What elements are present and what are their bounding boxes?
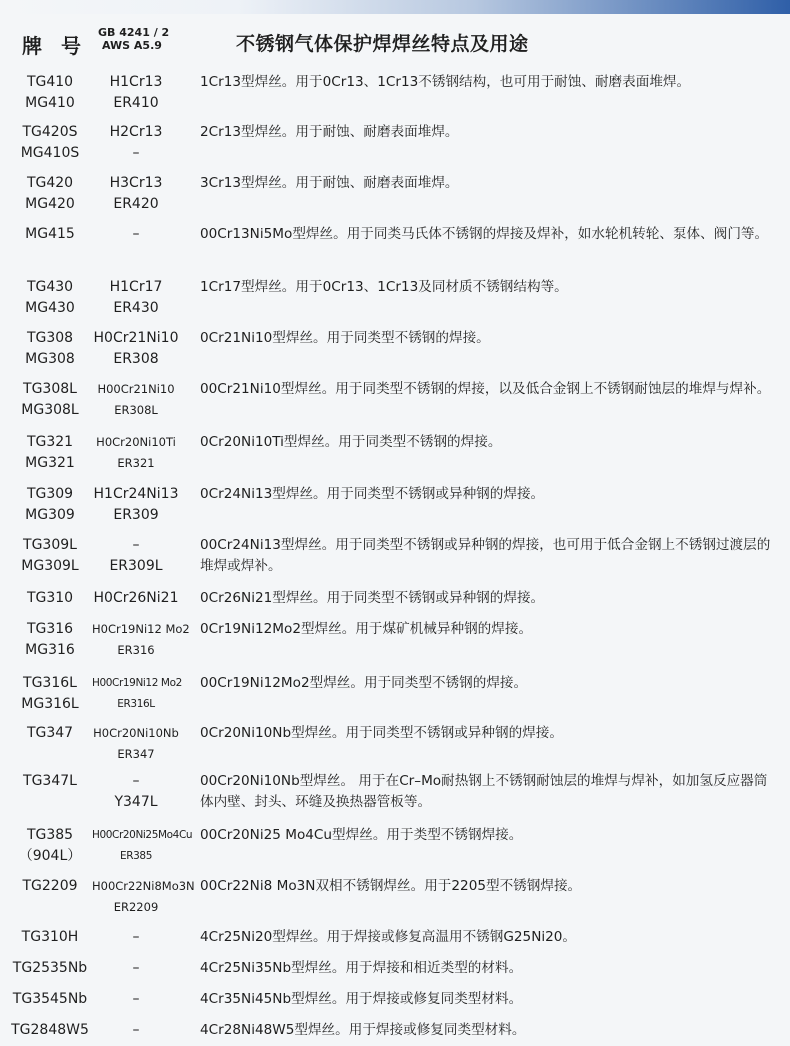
standard-code: H00Cr22Ni8Mo3N — [92, 879, 195, 893]
brand-cell — [8, 1020, 92, 1041]
brand-code: TG321 — [26, 434, 74, 450]
description-cell: 00Cr24Ni13型焊丝。用于同类型不锈钢或异种钢的焊接，也可用于低合金钢上不锈钢过渡层的堆焊或焊补。 — [200, 537, 771, 574]
standard-cell — [92, 432, 180, 474]
standard-code: ER308 — [113, 351, 159, 367]
description-cell: 0Cr26Ni21型焊丝。用于同类型不锈钢或异种钢的焊接。 — [200, 590, 545, 606]
standard-cell — [92, 673, 180, 715]
standard-code: – — [132, 929, 140, 945]
standard-code: H0Cr19Ni12 Mo2 — [92, 622, 190, 636]
standard-code: ER316 — [117, 643, 155, 657]
brand-code: MG420 — [25, 196, 75, 212]
description-cell: 1Cr13型焊丝。用于0Cr13、1Cr13不锈钢结构，也可用于耐蚀、耐磨表面堆焊。 — [200, 74, 691, 90]
brand-cell — [8, 927, 92, 948]
header-brand-label: 牌 号 — [22, 34, 87, 58]
page-title: 不锈钢气体保护焊焊丝特点及用途 — [236, 33, 529, 55]
description-cell: 4Cr35Ni45Nb型焊丝。用于焊接或修复同类型材料。 — [200, 991, 523, 1007]
description-cell: 0Cr19Ni12Mo2型焊丝。用于煤矿机械异种钢的焊接。 — [200, 621, 533, 637]
brand-code: TG420S — [22, 124, 78, 140]
standard-code: H0Cr20Ni10Ti — [96, 435, 176, 449]
standard-cell — [92, 328, 180, 370]
standard-code: ER347 — [117, 747, 155, 761]
description-cell: 00Cr19Ni12Mo2型焊丝。用于同类型不锈钢的焊接。 — [200, 675, 528, 691]
standard-cell — [92, 173, 180, 215]
brand-code: TG347 — [26, 725, 74, 741]
brand-code: TG3545Nb — [12, 991, 88, 1007]
brand-code: MG430 — [25, 300, 75, 316]
description-cell: 00Cr20Ni25 Mo4Cu型焊丝。用于类型不锈钢焊接。 — [200, 827, 523, 843]
description-cell: 2Cr13型焊丝。用于耐蚀、耐磨表面堆焊。 — [200, 124, 459, 140]
brand-code: TG309L — [23, 537, 77, 553]
brand-code: TG347L — [23, 773, 77, 789]
brand-code: TG2848W5 — [11, 1022, 89, 1038]
standard-code: H1Cr17 — [109, 279, 163, 295]
standard-cell — [92, 122, 180, 164]
standard-cell — [92, 484, 180, 526]
standard-cell — [92, 876, 195, 918]
standard-code: ER321 — [117, 456, 155, 470]
brand-code: TG310 — [26, 590, 74, 606]
brand-code: MG316 — [25, 642, 75, 658]
brand-code: TG310H — [21, 929, 79, 945]
brand-code: TG2209 — [22, 878, 78, 894]
standard-code: – — [132, 537, 140, 553]
standard-code: ER316L — [117, 698, 155, 710]
description-cell: 0Cr20Ni10Ti型焊丝。用于同类型不锈钢的焊接。 — [200, 434, 502, 450]
standard-code: – — [132, 145, 140, 161]
standard-code: ER309 — [113, 507, 159, 523]
brand-code: MG415 — [25, 226, 75, 242]
standard-code: ER420 — [113, 196, 159, 212]
brand-code: TG308 — [26, 330, 74, 346]
standard-code: ER410 — [113, 95, 159, 111]
brand-cell — [8, 535, 92, 577]
brand-code: TG2535Nb — [12, 960, 88, 976]
description-cell: 0Cr21Ni10型焊丝。用于同类型不锈钢的焊接。 — [200, 330, 490, 346]
brand-cell — [8, 958, 92, 979]
standard-cell — [92, 535, 180, 577]
standard-code: – — [132, 960, 140, 976]
standard-cell — [92, 588, 180, 609]
brand-code: TG308L — [23, 381, 77, 397]
brand-code: MG316L — [21, 696, 79, 712]
standard-code: ER308L — [114, 403, 158, 417]
brand-code: MG308 — [25, 351, 75, 367]
standard-code: – — [132, 226, 140, 242]
header-standard-aws: AWS A5.9 — [102, 39, 162, 52]
brand-cell — [8, 876, 92, 897]
brand-cell — [8, 588, 92, 609]
description-cell: 0Cr20Ni10Nb型焊丝。用于同类型不锈钢或异种钢的焊接。 — [200, 725, 563, 741]
standard-cell — [92, 927, 180, 948]
standard-cell — [92, 958, 180, 979]
brand-cell — [8, 224, 92, 245]
standard-code: H1Cr24Ni13 — [93, 486, 179, 502]
description-cell: 00Cr22Ni8 Mo3N双相不锈钢焊丝。用于2205型不锈钢焊接。 — [200, 878, 582, 894]
standard-code: H2Cr13 — [109, 124, 163, 140]
standard-code: ER2209 — [113, 900, 159, 914]
standard-code: H00Cr21Ni10 — [97, 382, 175, 396]
standard-cell — [92, 771, 180, 813]
brand-cell — [8, 619, 92, 661]
standard-cell — [92, 825, 193, 867]
standard-code: H00Cr19Ni12 Mo2 — [92, 677, 182, 689]
description-cell: 3Cr13型焊丝。用于耐蚀、耐磨表面堆焊。 — [200, 175, 459, 191]
standard-code: ER430 — [113, 300, 159, 316]
brand-code: TG309 — [26, 486, 74, 502]
standard-code: ER385 — [120, 850, 152, 862]
standard-code: H00Cr20Ni25Mo4Cu — [92, 829, 193, 841]
brand-code: MG308L — [21, 402, 79, 418]
brand-cell — [8, 277, 92, 319]
brand-code: TG385 — [26, 827, 74, 843]
brand-cell — [8, 328, 92, 370]
brand-cell — [8, 825, 92, 867]
description-cell: 1Cr17型焊丝。用于0Cr13、1Cr13及同材质不锈钢结构等。 — [200, 279, 568, 295]
standard-cell — [92, 379, 180, 421]
standard-cell — [92, 989, 180, 1010]
standard-code: H3Cr13 — [109, 175, 163, 191]
brand-code: MG309L — [21, 558, 79, 574]
standard-code: ER309L — [109, 558, 163, 574]
standard-code: – — [132, 991, 140, 1007]
brand-cell — [8, 72, 92, 114]
brand-cell — [8, 484, 92, 526]
description-cell: 4Cr28Ni48W5型焊丝。用于焊接或修复同类型材料。 — [200, 1022, 526, 1038]
brand-code: MG410 — [25, 95, 75, 111]
brand-code: TG316 — [26, 621, 74, 637]
brand-cell — [8, 723, 92, 744]
standard-cell — [92, 277, 180, 319]
brand-code: TG430 — [26, 279, 74, 295]
standard-code: H0Cr21Ni10 — [93, 330, 179, 346]
brand-cell — [8, 379, 92, 421]
brand-code: MG410S — [20, 145, 80, 161]
brand-code: MG309 — [25, 507, 75, 523]
standard-code: – — [132, 1022, 140, 1038]
brand-code: TG420 — [26, 175, 74, 191]
header-standard-gb: GB 4241 / 2 — [98, 26, 170, 39]
standard-cell — [92, 723, 180, 765]
description-cell: 0Cr24Ni13型焊丝。用于同类型不锈钢或异种钢的焊接。 — [200, 486, 545, 502]
description-cell: 00Cr13Ni5Mo型焊丝。用于同类马氏体不锈钢的焊接及焊补，如水轮机转轮、泵体、阀门等。 — [200, 226, 769, 242]
description-cell: 00Cr21Ni10型焊丝。用于同类型不锈钢的焊接，以及低合金钢上不锈钢耐蚀层的堆焊与焊补。 — [200, 381, 771, 397]
standard-cell — [92, 619, 190, 661]
brand-cell — [8, 122, 92, 164]
description-cell: 4Cr25Ni20型焊丝。用于焊接或修复高温用不锈钢G25Ni20。 — [200, 929, 577, 945]
standard-code: H0Cr26Ni21 — [93, 590, 179, 606]
standard-cell — [92, 72, 180, 114]
standard-cell — [92, 1020, 180, 1041]
brand-code: MG321 — [25, 455, 75, 471]
standard-code: – — [132, 773, 140, 789]
brand-cell — [8, 432, 92, 474]
standard-cell — [92, 224, 180, 245]
standard-code: H1Cr13 — [109, 74, 163, 90]
brand-cell — [8, 173, 92, 215]
brand-cell — [8, 989, 92, 1010]
brand-code: TG316L — [23, 675, 77, 691]
brand-code: TG410 — [26, 74, 74, 90]
brand-cell — [8, 771, 92, 792]
brand-code: （904L） — [18, 848, 82, 864]
description-cell: 00Cr20Ni10Nb型焊丝。 用于在Cr–Mo耐热钢上不锈钢耐蚀层的堆焊与焊补，如加氢反应器筒体内壁、封头、环缝及换热器管板等。 — [200, 773, 768, 810]
standard-code: H0Cr20Ni10Nb — [93, 726, 179, 740]
standard-code: Y347L — [114, 794, 158, 810]
description-cell: 4Cr25Ni35Nb型焊丝。用于焊接和相近类型的材料。 — [200, 960, 523, 976]
brand-cell — [8, 673, 92, 715]
